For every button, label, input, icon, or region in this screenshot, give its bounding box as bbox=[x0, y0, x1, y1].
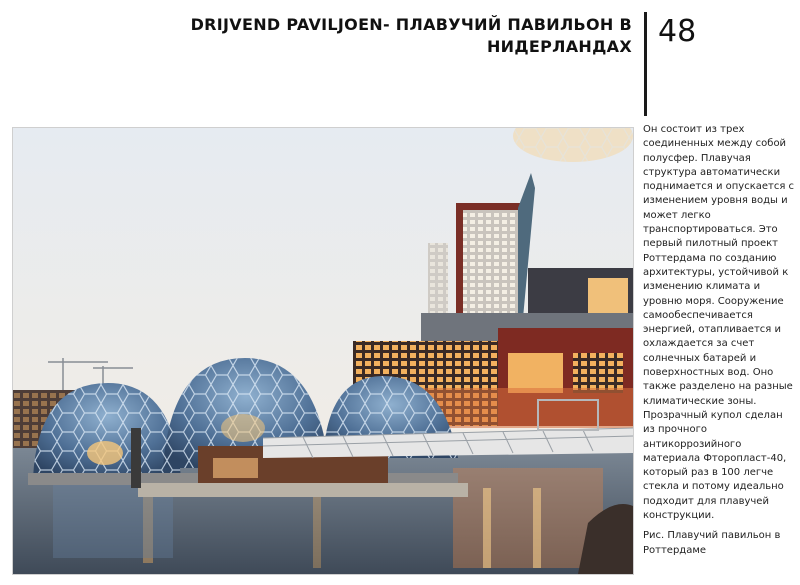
dock bbox=[138, 483, 468, 497]
page-title-line-1: DRIJVEND PAVILJOEN- ПЛАВУЧИЙ ПАВИЛЬОН В bbox=[190, 15, 632, 34]
page-number: 48 bbox=[658, 14, 697, 49]
figure-caption: Рис. Плавучий павильон в Роттердаме bbox=[643, 530, 781, 556]
page-title-line-2: НИДЕРЛАНДАХ bbox=[486, 37, 632, 56]
article-body: Он состоит из трех соединенных между собой полусфер. Плавучая структура автоматически поднимается и опускается с изменением уровня воды и может легко транспортироваться. Это первый пилотный проект Роттердама по созданию архитектуры, устойчивой к изменению климата и уровню моря. Сооружение самообеспечивается энергией, отапливается и охлаждается за счет солнечных батарей и поверхностных вод. Оно также разделено на разные климатические зоны. Прозрачный купол сделан из прочного антикоррозийного материала Фторопласт-40, который раз в 100 легче стекла и потому идеально подходит для плавучей конструкции. bbox=[643, 124, 795, 522]
pavilion-photo bbox=[12, 127, 634, 575]
article-text bbox=[643, 123, 795, 564]
header-divider bbox=[644, 12, 647, 116]
page-title bbox=[32, 14, 632, 58]
